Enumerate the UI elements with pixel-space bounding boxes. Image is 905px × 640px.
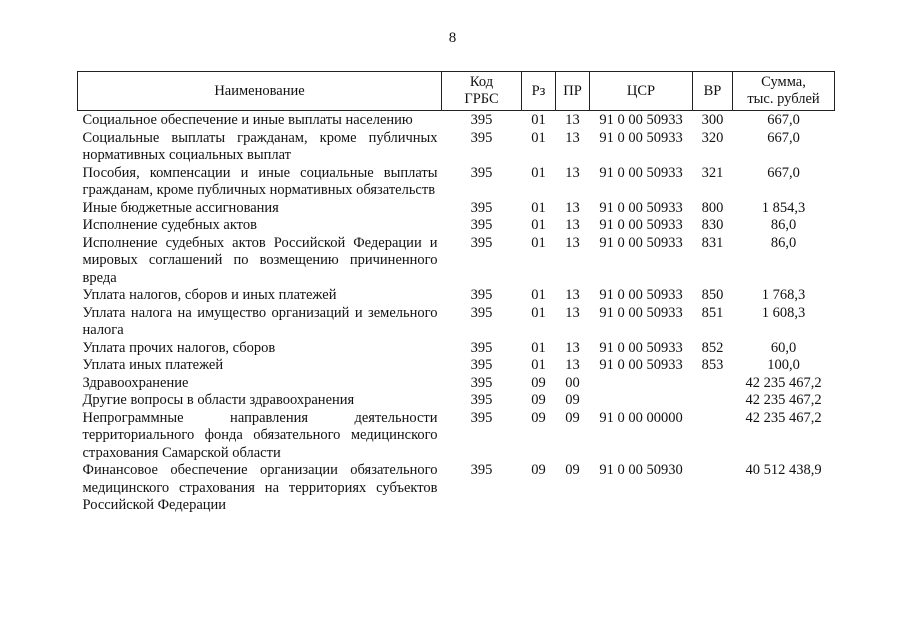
- cell-grbs: 395: [470, 112, 493, 128]
- cell-grbs: 395: [470, 164, 493, 181]
- cell-name: Уплата прочих налогов, сборов: [82, 339, 276, 356]
- table-row: [78, 200, 835, 218]
- table-row: [78, 357, 835, 375]
- cell-csr: [590, 392, 693, 410]
- cell-name: Социальное обеспечение и иные выплаты населению: [82, 112, 413, 128]
- table-row: [78, 410, 835, 463]
- table-row: [78, 130, 835, 165]
- cell-pr: 13: [565, 357, 580, 373]
- cell-vr: [693, 410, 733, 463]
- header-sum-line1: Сумма,: [761, 74, 806, 90]
- cell-rz: 09: [531, 374, 546, 391]
- cell-grbs: 395: [470, 392, 493, 408]
- cell-grbs: 395: [470, 304, 493, 321]
- cell-name: Непрограммные направления деятельности территориального фонда обязательного медицинского страхования Самарской области: [82, 409, 438, 461]
- cell-name: Уплата налогов, сборов и иных платежей: [82, 287, 337, 303]
- cell-name: Другие вопросы в области здравоохранения: [82, 392, 355, 408]
- cell-sum: 100,0: [767, 357, 800, 373]
- cell-grbs: 395: [470, 339, 493, 356]
- cell-vr: 830: [701, 217, 724, 233]
- cell-csr: 91 0 00 50933: [599, 199, 683, 216]
- cell-pr: 09: [565, 462, 580, 478]
- cell-csr: 91 0 00 50933: [599, 112, 683, 128]
- cell-pr: 13: [565, 112, 580, 128]
- cell-pr: 13: [565, 234, 580, 251]
- cell-rz: 01: [531, 112, 546, 128]
- cell-vr: 831: [701, 234, 724, 251]
- table-row: [78, 462, 835, 515]
- cell-vr: 320: [701, 129, 724, 146]
- cell-csr: 91 0 00 50933: [599, 287, 683, 303]
- cell-sum: 40 512 438,9: [745, 462, 822, 478]
- cell-grbs: 395: [470, 199, 493, 216]
- header-grbs: [442, 72, 522, 111]
- cell-rz: 01: [531, 217, 546, 233]
- cell-name: Уплата налога на имущество организаций и земельного налога: [82, 304, 438, 338]
- cell-pr: 13: [565, 304, 580, 321]
- table-row: [78, 111, 835, 130]
- cell-grbs: 395: [470, 409, 493, 426]
- cell-csr: 91 0 00 50933: [599, 217, 683, 233]
- cell-vr: 800: [701, 199, 724, 216]
- cell-sum: 667,0: [767, 129, 800, 146]
- cell-pr: 00: [565, 374, 580, 391]
- cell-grbs: 395: [470, 462, 493, 478]
- header-sum-line2: тыс. рублей: [747, 91, 820, 107]
- cell-vr: 852: [701, 339, 724, 356]
- cell-vr: 300: [701, 112, 724, 128]
- cell-vr: 851: [701, 304, 724, 321]
- cell-sum: 1 768,3: [761, 287, 806, 303]
- header-vr: ВР: [693, 72, 733, 111]
- cell-name: Исполнение судебных актов Российской Федерации и мировых соглашений по возмещению причиненного вреда: [82, 234, 438, 286]
- cell-sum: 42 235 467,2: [745, 409, 822, 426]
- cell-grbs: 395: [470, 357, 493, 373]
- table-row: [78, 287, 835, 305]
- cell-vr: 850: [701, 287, 724, 303]
- cell-rz: 09: [531, 462, 546, 478]
- cell-csr: [590, 375, 693, 393]
- cell-csr: 91 0 00 50933: [599, 304, 683, 321]
- cell-name: Финансовое обеспечение организации обязательного медицинского страхования на территориях субъектов Российской Федерации: [82, 462, 438, 513]
- cell-vr: [693, 392, 733, 410]
- cell-vr: [693, 375, 733, 393]
- cell-name: Пособия, компенсации и иные социальные выплаты гражданам, кроме публичных нормативных обязательств: [82, 164, 438, 198]
- cell-sum: 667,0: [767, 112, 800, 128]
- cell-pr: 13: [565, 164, 580, 181]
- table-header: [78, 72, 835, 111]
- cell-pr: 09: [565, 392, 580, 408]
- cell-pr: 13: [565, 199, 580, 216]
- cell-grbs: 395: [470, 374, 493, 391]
- cell-rz: 01: [531, 129, 546, 146]
- cell-pr: 13: [565, 217, 580, 233]
- cell-csr: 91 0 00 50933: [599, 164, 683, 181]
- cell-csr: 91 0 00 50933: [599, 234, 683, 251]
- cell-pr: 13: [565, 339, 580, 356]
- cell-sum: 1 854,3: [761, 199, 806, 216]
- cell-name: Здравоохранение: [82, 374, 189, 391]
- cell-sum: 667,0: [767, 164, 800, 181]
- header-pr: ПР: [556, 72, 590, 111]
- header-rz: Рз: [522, 72, 556, 111]
- cell-rz: 01: [531, 164, 546, 181]
- page-number: 8: [448, 30, 457, 46]
- header-sum: [733, 72, 835, 111]
- cell-rz: 09: [531, 409, 546, 426]
- cell-grbs: 395: [470, 234, 493, 251]
- cell-sum: 42 235 467,2: [745, 374, 822, 391]
- budget-table: [77, 71, 835, 515]
- cell-rz: 01: [531, 357, 546, 373]
- header-grbs-line1: Код: [469, 74, 494, 90]
- cell-sum: 1 608,3: [761, 304, 806, 321]
- table-row: [78, 165, 835, 200]
- cell-pr: 09: [565, 409, 580, 426]
- cell-rz: 01: [531, 339, 546, 356]
- header-name: Наименование: [78, 72, 442, 111]
- cell-csr: 91 0 00 50933: [599, 339, 683, 356]
- cell-name: Социальные выплаты гражданам, кроме публичных нормативных социальных выплат: [82, 129, 438, 163]
- cell-grbs: 395: [470, 287, 493, 303]
- table-row: [78, 305, 835, 340]
- cell-grbs: 395: [470, 217, 493, 233]
- cell-sum: 86,0: [770, 217, 797, 233]
- table-row: [78, 217, 835, 235]
- cell-sum: 42 235 467,2: [745, 392, 822, 408]
- cell-grbs: 395: [470, 129, 493, 146]
- cell-rz: 01: [531, 304, 546, 321]
- cell-rz: 09: [531, 392, 546, 408]
- cell-vr: [693, 462, 733, 515]
- cell-csr: 91 0 00 50930: [599, 462, 683, 478]
- cell-name: Уплата иных платежей: [82, 357, 224, 373]
- cell-vr: 853: [701, 357, 724, 373]
- cell-sum: 60,0: [770, 339, 797, 356]
- cell-name: Исполнение судебных актов: [82, 217, 257, 233]
- header-csr: ЦСР: [590, 72, 693, 111]
- table-row: [78, 392, 835, 410]
- cell-csr: 91 0 00 50933: [599, 357, 683, 373]
- cell-name: Иные бюджетные ассигнования: [82, 199, 279, 216]
- table-row: [78, 340, 835, 358]
- table-body: [78, 111, 835, 515]
- cell-pr: 13: [565, 287, 580, 303]
- table-row: [78, 375, 835, 393]
- cell-rz: 01: [531, 199, 546, 216]
- cell-pr: 13: [565, 129, 580, 146]
- header-grbs-line2: ГРБС: [464, 91, 499, 107]
- cell-sum: 86,0: [770, 234, 797, 251]
- cell-rz: 01: [531, 234, 546, 251]
- cell-rz: 01: [531, 287, 546, 303]
- table-row: [78, 235, 835, 288]
- cell-vr: 321: [701, 164, 724, 181]
- cell-csr: 91 0 00 00000: [599, 409, 683, 426]
- cell-csr: 91 0 00 50933: [599, 129, 683, 146]
